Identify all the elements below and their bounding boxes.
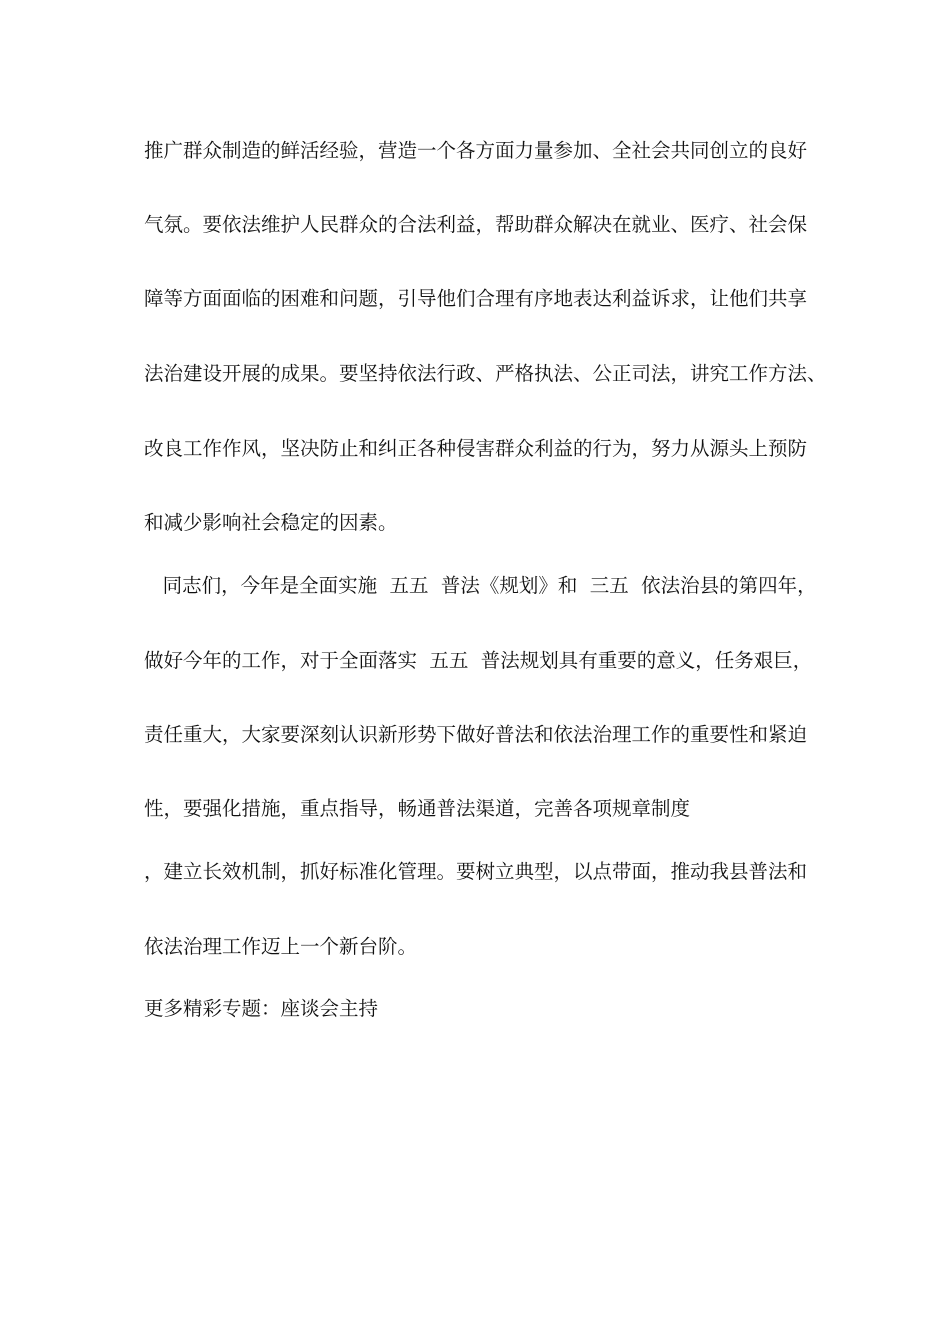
paragraph-line: 做好今年的工作，对于全面落实 五五 普法规划具有重要的意义，任务艰巨， bbox=[144, 649, 813, 672]
paragraph-line: 改良工作作风，坚决防止和纠正各种侵害群众利益的行为，努力从源头上预防 bbox=[144, 437, 808, 460]
paragraph-line: 推广群众制造的鲜活经验，营造一个各方面力量参加、全社会共同创立的良好 bbox=[144, 139, 808, 162]
paragraph-line: 同志们，今年是全面实施 五五 普法《规划》和 三五 依法治县的第四年， bbox=[144, 574, 817, 597]
paragraph-line: 依法治理工作迈上一个新台阶。 bbox=[144, 935, 418, 958]
paragraph-line: ，建立长效机制，抓好标准化管理。要树立典型，以点带面，推动我县普法和 bbox=[144, 860, 808, 883]
paragraph-line: 气氛。要依法维护人民群众的合法利益，帮助群众解决在就业、医疗、社会保 bbox=[144, 213, 808, 236]
paragraph-line: 和减少影响社会稳定的因素。 bbox=[144, 511, 398, 534]
paragraph-line: 法治建设开展的成果。要坚持依法行政、严格执法、公正司法，讲究工作方法、 bbox=[144, 362, 827, 385]
paragraph-line: 责任重大，大家要深刻认识新形势下做好普法和依法治理工作的重要性和紧迫 bbox=[144, 723, 808, 746]
paragraph-line: 障等方面面临的困难和问题，引导他们合理有序地表达利益诉求，让他们共享 bbox=[144, 287, 808, 310]
paragraph-line: 性，要强化措施，重点指导，畅通普法渠道，完善各项规章制度 bbox=[144, 797, 691, 820]
more-topics-line: 更多精彩专题：座谈会主持 bbox=[144, 997, 379, 1020]
